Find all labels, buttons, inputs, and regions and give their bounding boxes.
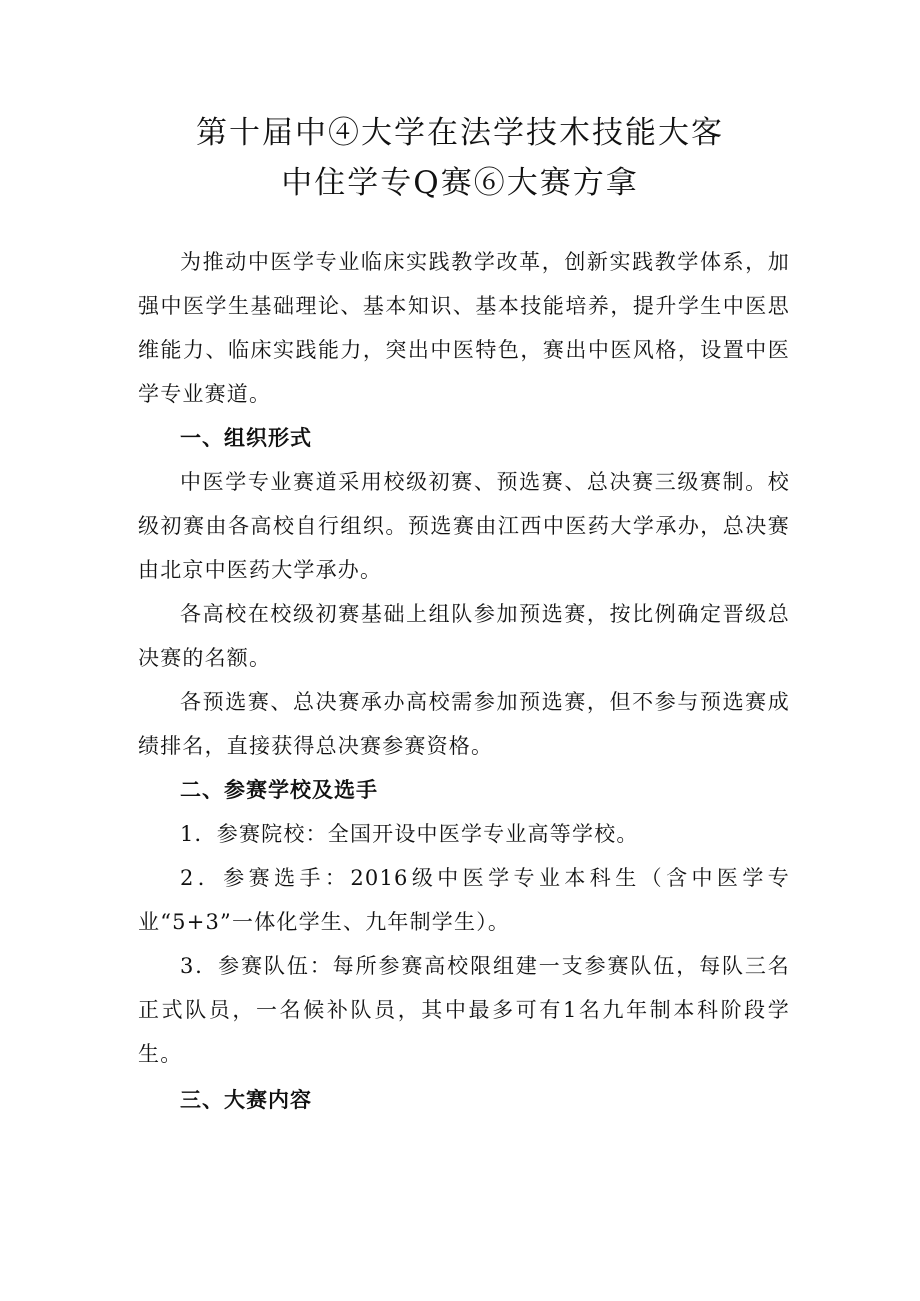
section2-item: 2．参赛选手：2016级中医学专业本科生（含中医学专业“5+3”一体化学生、九年制学生）。 [138, 866, 790, 934]
section-heading-organization: 一、组织形式 [180, 426, 312, 450]
section-heading-participants: 二、参赛学校及选手 [180, 778, 378, 802]
intro-paragraph: 为推动中医学专业临床实践教学改革，创新实践教学体系，加强中医学生基础理论、基本知识、基本技能培养，提升学生中医思维能力、临床实践能力，突出中医特色，赛出中医风格，设置中医学专业赛道。 [138, 250, 790, 406]
section1-paragraph: 各预选赛、总决赛承办高校需参加预选赛，但不参与预选赛成绩排名，直接获得总决赛参赛资格。 [138, 690, 790, 758]
section1-paragraph: 中医学专业赛道采用校级初赛、预选赛、总决赛三级赛制。校级初赛由各高校自行组织。预选赛由江西中医药大学承办，总决赛由北京中医药大学承办。 [138, 470, 790, 582]
section2-item: 1．参赛院校：全国开设中医学专业高等学校。 [180, 822, 639, 846]
section2-item: 3．参赛队伍：每所参赛高校限组建一支参赛队伍，每队三名正式队员，一名候补队员，其中最多可有1名九年制本科阶段学生。 [138, 954, 790, 1066]
document-title-line1: 第十届中④大学在法学技木技能大客 [196, 115, 724, 151]
document-title-line2: 中住学专Q赛⑥大赛方拿 [281, 165, 639, 201]
section-heading-content: 三、大赛内容 [180, 1088, 312, 1112]
document-body [138, 240, 790, 1122]
section1-paragraph: 各高校在校级初赛基础上组队参加预选赛，按比例确定晋级总决赛的名额。 [138, 602, 790, 670]
